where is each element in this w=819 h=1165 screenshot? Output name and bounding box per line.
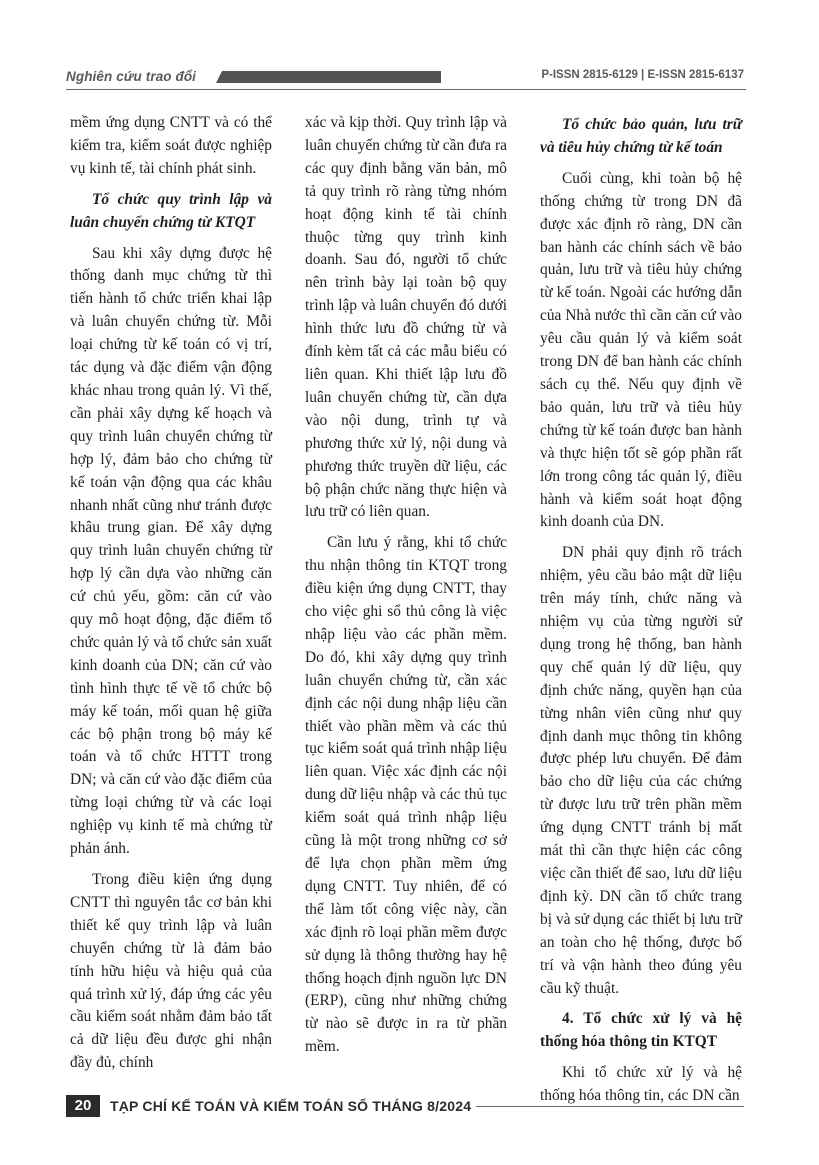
paragraph: Trong điều kiện ứng dụng CNTT thì nguyên tắc cơ bản khi thiết kế quy trình lập và luân chuyển chứng từ là đảm bảo tính hữu hiệu và hiệu quả của quá trình xử lý, đáp ứng các yêu cầu kiểm soát nhằm đảm bảo tất cả dữ liệu đều được ghi nhận đầy đủ, chính xyxy=(70,871,272,1072)
section-heading: Tổ chức bảo quản, lưu trữ và tiêu hủy chứng từ kế toán xyxy=(540,116,742,156)
paragraph: Khi tổ chức xử lý và hệ thống hóa thông tin, các DN cần xyxy=(540,1064,742,1105)
issn-label: P-ISSN 2815-6129 | E-ISSN 2815-6137 xyxy=(541,69,744,81)
paragraph: xác và kịp thời. Quy trình lập và luân chuyển chứng từ cần đưa ra các quy định bằng văn bản, mô tả quy trình rõ ràng từng nhóm hoạt động kinh tế tài chính thuộc từng quy trình kinh doanh. Sau đó, người tổ chức nên trình bày lại toàn bộ quy trình lập và luân chuyển đó dưới hình thức lưu đồ chứng từ và đính kèm tất cả các mẫu biểu có liên quan. Khi thiết lập lưu đồ luân chuyển chứng từ, cần dựa vào nội dung, trình tự và phương thức xử lý, nội dung và phương thức truyền dữ liệu, các bộ phận chức năng thực hiện và lưu trữ có liên quan. xyxy=(305,114,507,521)
text-column-1 xyxy=(70,112,272,1075)
paragraph: Sau khi xây dựng được hệ thống danh mục chứng từ thì tiến hành tổ chức triển khai lập và luân chuyển chứng từ. Mỗi loại chứng từ kế toán có vị trí, tác dụng và đặc điểm vận động khác nhau trong quản lý. Vì thế, cần phải xây dựng kế hoạch và quy trình luân chuyển chứng từ hợp lý, đảm bảo cho chứng từ kế toán vận động qua các khâu nhanh nhất cũng như tránh được khâu trung gian. Để xây dựng quy trình luân chuyển chứng từ hợp lý cần dựa vào những căn cứ chủ yếu, gồm: căn cứ vào quy mô hoạt động, đặc điểm tổ chức quản lý và tổ chức sản xuất kinh doanh của DN; căn cứ vào tình hình thực tế về tổ chức bộ máy kế toán, mối quan hệ giữa các bộ phận trong bộ máy kế toán và tổ chức HTTT trong DN; và căn cứ vào đặc điểm của từng loại chứng từ và các loại nghiệp vụ kinh tế mà chứng từ phản ánh. xyxy=(70,244,272,858)
paragraph: Cuối cùng, khi toàn bộ hệ thống chứng từ trong DN đã được xác định rõ ràng, DN cần ban hành các chính sách về bảo quản, lưu trữ và tiêu hủy chứng từ kế toán. Ngoài các hướng dẫn của Nhà nước thì cần căn cứ vào yêu cầu quản lý và kiểm soát trong DN để ban hành các chính sách cụ thể. Nếu quy định về bảo quản, lưu trữ và tiêu hủy chứng từ kế toán được ban hành và thực hiện tốt sẽ góp phần rất lớn trong công tác quản lý, điều hành và kiểm soát hoạt động kinh doanh của DN. xyxy=(540,169,742,531)
journal-title: TẠP CHÍ KẾ TOÁN VÀ KIỂM TOÁN SỐ THÁNG 8/2024 xyxy=(110,1098,472,1114)
header-bar xyxy=(216,71,441,83)
paragraph: mềm ứng dụng CNTT và có thể kiểm tra, kiểm soát được nghiệp vụ kinh tế, tài chính phát sinh. xyxy=(70,114,272,177)
text-column-2 xyxy=(305,112,507,1059)
paragraph: Cần lưu ý rằng, khi tổ chức thu nhận thông tin KTQT trong điều kiện ứng dụng CNTT, thay cho việc ghi sổ thủ công là việc nhập liệu vào các phần mềm. Do đó, khi xây dựng quy trình luân chuyển chứng từ, cần xác định các nội dung nhập liệu cần thiết vào phần mềm và các thủ tục kiểm soát quá trình nhập liệu liên quan. Việc xác định các nội dung dữ liệu nhập và các thủ tục kiểm soát quá trình nhập liệu cũng là một trong những cơ sở để lựa chọn phần mềm ứng dụng CNTT. Tuy nhiên, để có thể làm tốt công việc này, cần xác định rõ loại phần mềm được sử dụng là thông thường hay hệ thống hoạch định nguồn lực DN (ERP), cũng như những chứng từ nào sẽ được in ra từ phần mềm. xyxy=(305,534,507,1056)
page-number: 20 xyxy=(66,1095,100,1117)
paragraph: DN phải quy định rõ trách nhiệm, yêu cầu bảo mật dữ liệu trên máy tính, chức năng và nhiệm vụ của từng người sử dụng trong hệ thống, ban hành quy chế quản lý dữ liệu, quy định chức năng, quyền hạn của từng nhân viên cũng như quy định danh mục thông tin không được phép lưu chuyển. Để đảm bảo cho dữ liệu của các chứng từ được lưu trữ trên phần mềm ứng dụng CNTT tránh bị mất mát thì cần thực hiện các công việc cần thiết để sao, lưu dữ liệu định kỳ. DN cần tổ chức trang bị và sử dụng các thiết bị lưu trữ an toàn cho hệ thống, được bố trí và vận hành theo đúng yêu cầu kỹ thuật. xyxy=(540,544,742,997)
section-heading: Tổ chức quy trình lập và luân chuyển chứng từ KTQT xyxy=(70,190,272,231)
page-header xyxy=(66,66,746,92)
footer-rule xyxy=(476,1106,744,1107)
section-label: Nghiên cứu trao đổi xyxy=(66,69,197,84)
text-column-3 xyxy=(540,112,742,1108)
numbered-heading: 4. Tổ chức xử lý và hệ thống hóa thông tin KTQT xyxy=(540,1010,742,1051)
header-rule xyxy=(66,89,746,90)
page-footer xyxy=(66,1092,746,1120)
